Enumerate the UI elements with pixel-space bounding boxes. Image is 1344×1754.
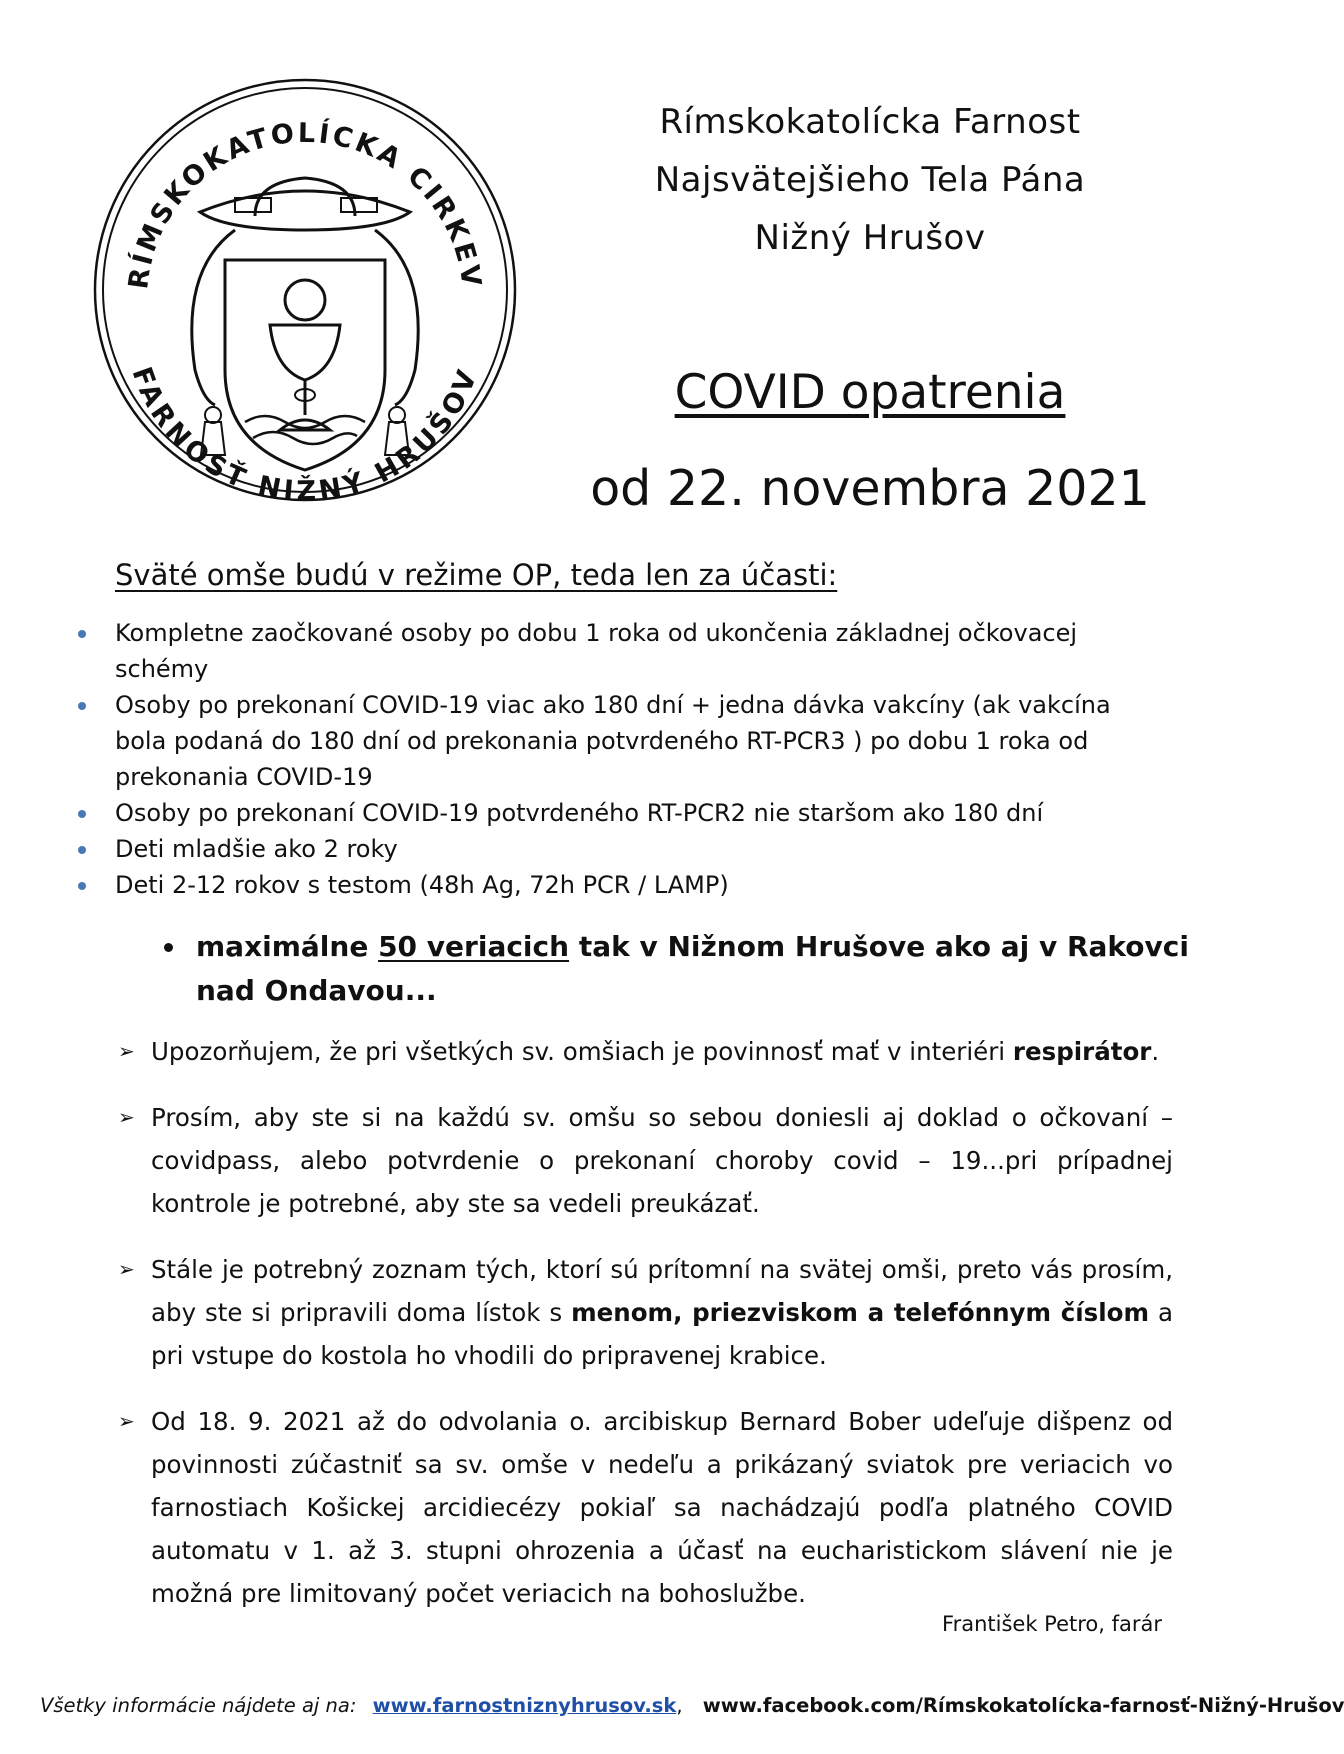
- parish-name-line2: Najsvätejšieho Tela Pána: [654, 160, 1086, 200]
- parish-seal: [85, 70, 525, 510]
- notice-bold: respirátor: [1012, 1037, 1152, 1066]
- parish-name-line1: Rímskokatolícka Farnost: [659, 102, 1081, 142]
- notices-list: [118, 1030, 1173, 1638]
- eligibility-list: [74, 615, 1164, 903]
- list-item: Deti 2-12 rokov s testom (48h Ag, 72h PCR / LAMP): [74, 867, 1164, 903]
- list-item: Kompletne zaočkované osoby po dobu 1 roka od ukončenia základnej očkovacej schémy: [74, 615, 1164, 687]
- footer: [40, 1694, 1344, 1717]
- list-item: Osoby po prekonaní COVID-19 viac ako 180 dní + jedna dávka vakcíny (ak vakcína bola podaná do 180 dní od prekonania potvrdeného RT-PCR3 ) po dobu 1 roka od prekonania COVID-19: [74, 687, 1164, 795]
- notice-covidpass: [118, 1096, 1173, 1225]
- notice-text: Upozorňujem, že pri všetkých sv. omšiach je povinnosť mať v interiéri: [151, 1037, 1006, 1066]
- notice-text: Stále je potrebný zoznam tých, ktorí sú prítomní na svätej omši, preto vás prosím, aby ste si pripravili doma lístok s: [151, 1255, 1173, 1327]
- seal-graphic: [85, 70, 525, 510]
- footer-separator: ,: [676, 1694, 683, 1717]
- capacity-note: [160, 925, 1206, 1013]
- page-title: COVID opatrenia: [674, 365, 1066, 420]
- svg-text:RÍMSKOKATOLÍCKA CIRKEV: [123, 118, 487, 291]
- seal-bottom-text: FARNOSŤ NIŽNÝ HRUŠOV: [125, 362, 485, 508]
- section-heading: Sväté omše budú v režime OP, teda len za účasti:: [115, 558, 838, 592]
- notice-text: Prosím, aby ste si na každú sv. omšu so sebou doniesli aj doklad o očkovaní – covidpass, alebo potvrdenie o prekonaní choroby covid – 19...pri prípadnej kontrole je potrebné, aby ste sa vedeli preukázať.: [151, 1103, 1173, 1218]
- list-item: Osoby po prekonaní COVID-19 potvrdeného RT-PCR2 nie staršom ako 180 dní: [74, 795, 1164, 831]
- notice-text: Od 18. 9. 2021 až do odvolania o. arcibiskup Bernard Bober udeľuje dišpenz od povinnosti zúčastniť sa sv. omše v nedeľu a prikázaný sviatok pre veriacich vo farnostiach Košickej arcidiecézy pokiaľ sa nachádzajú podľa platného COVID automatu v 1. až 3. stupni ohrozenia a účasť na eucharistickom slávení nie je možná pre limitovaný počet veriacich na bohoslužbe.: [151, 1407, 1173, 1608]
- facebook-link[interactable]: www.facebook.com/Rímskokatolícka-farnosť-Nižný-Hrušov: [702, 1694, 1344, 1717]
- capacity-post: tak v Nižnom Hrušove ako aj v Rakovci nad Ondavou...: [196, 930, 1189, 1007]
- notice-attendance-list: [118, 1248, 1173, 1377]
- arrow-bullet-icon: ➢: [118, 1105, 135, 1129]
- list-item: Deti mladšie ako 2 roky: [74, 831, 1164, 867]
- notice-dispensation: [118, 1400, 1173, 1615]
- arrow-bullet-icon: ➢: [118, 1039, 135, 1063]
- notice-bold: menom, priezviskom a telefónnym číslom: [571, 1298, 1150, 1327]
- parish-name-line3: Nižný Hrušov: [754, 218, 986, 258]
- signature: František Petro, farár: [942, 1612, 1162, 1636]
- page-subtitle-date: od 22. novembra 2021: [590, 460, 1150, 517]
- capacity-highlight: 50 veriacich: [378, 930, 570, 963]
- capacity-pre: maximálne: [196, 930, 369, 963]
- website-link[interactable]: www.farnostniznyhrusov.sk: [372, 1694, 677, 1717]
- notice-respirator: [118, 1030, 1173, 1073]
- seal-top-text: RÍMSKOKATOLÍCKA CIRKEV: [123, 117, 487, 292]
- notice-text: .: [1151, 1037, 1160, 1066]
- notice-text: a pri vstupe do kostola ho vhodili do pripravenej krabice.: [151, 1298, 1174, 1370]
- arrow-bullet-icon: ➢: [118, 1409, 135, 1433]
- footer-label: Všetky informácie nájdete aj na:: [40, 1694, 357, 1717]
- arrow-bullet-icon: ➢: [118, 1257, 135, 1281]
